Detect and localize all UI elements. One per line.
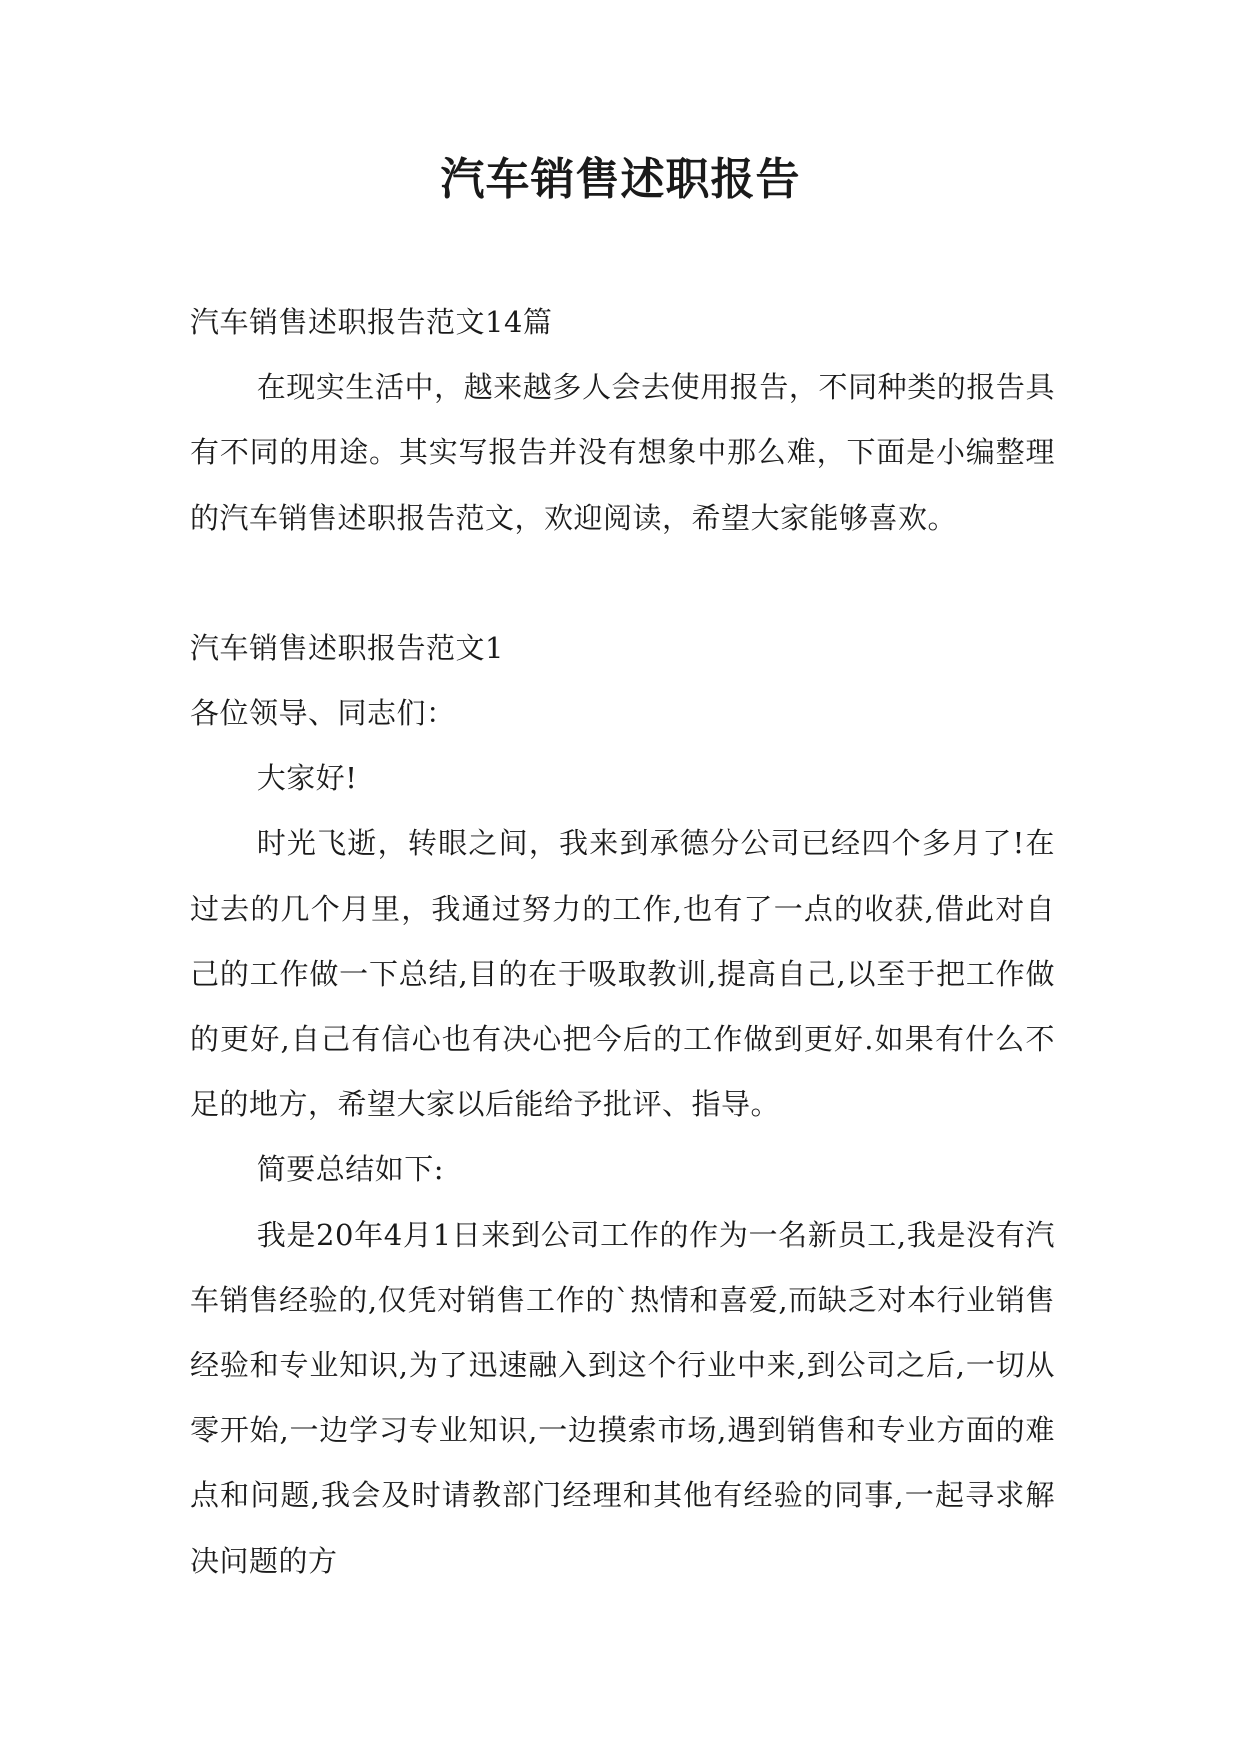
salutation-line: 各位领导、同志们： (190, 696, 456, 731)
section-heading: 汽车销售述职报告范文1 (190, 630, 504, 665)
body-paragraph-2: 我是20年4月1日来到公司工作的作为一名新员工,我是没有汽车销售经验的,仅凭对销售工作的`热情和喜爱,而缺乏对本行业销售经验和专业知识,为了迅速融入到这个行业中来,到公司之后,一切从零开始,一边学习专业知识,一边摸索市场,遇到销售和专业方面的难点和问题,我会及时请教部门经理和其他有经验的同事,一起寻求解决问题的方 (190, 1217, 1055, 1578)
subtitle-line: 汽车销售述职报告范文14篇 (190, 305, 553, 339)
summary-heading: 简要总结如下: (256, 1152, 444, 1187)
document-title: 汽车销售述职报告 (440, 154, 801, 205)
body-paragraph-1: 时光飞逝，转眼之间，我来到承德分公司已经四个多月了!在过去的几个月里，我通过努力的工作,也有了一点的收获,借此对自己的工作做一下总结,目的在于吸取教训,提高自己,以至于把工作做的更好,自己有信心也有决心把今后的工作做到更好.如果有什么不足的地方，希望大家以后能给予批评、指导。 (190, 826, 1055, 1122)
paragraph-spacer (190, 551, 1055, 616)
intro-paragraph: 在现实生活中，越来越多人会去使用报告，不同种类的报告具有不同的用途。其实写报告并没有想象中那么难，下面是小编整理的汽车销售述职报告范文，欢迎阅读，希望大家能够喜欢。 (190, 370, 1055, 535)
document-body (190, 290, 1055, 1594)
greeting-line: 大家好! (256, 761, 358, 796)
